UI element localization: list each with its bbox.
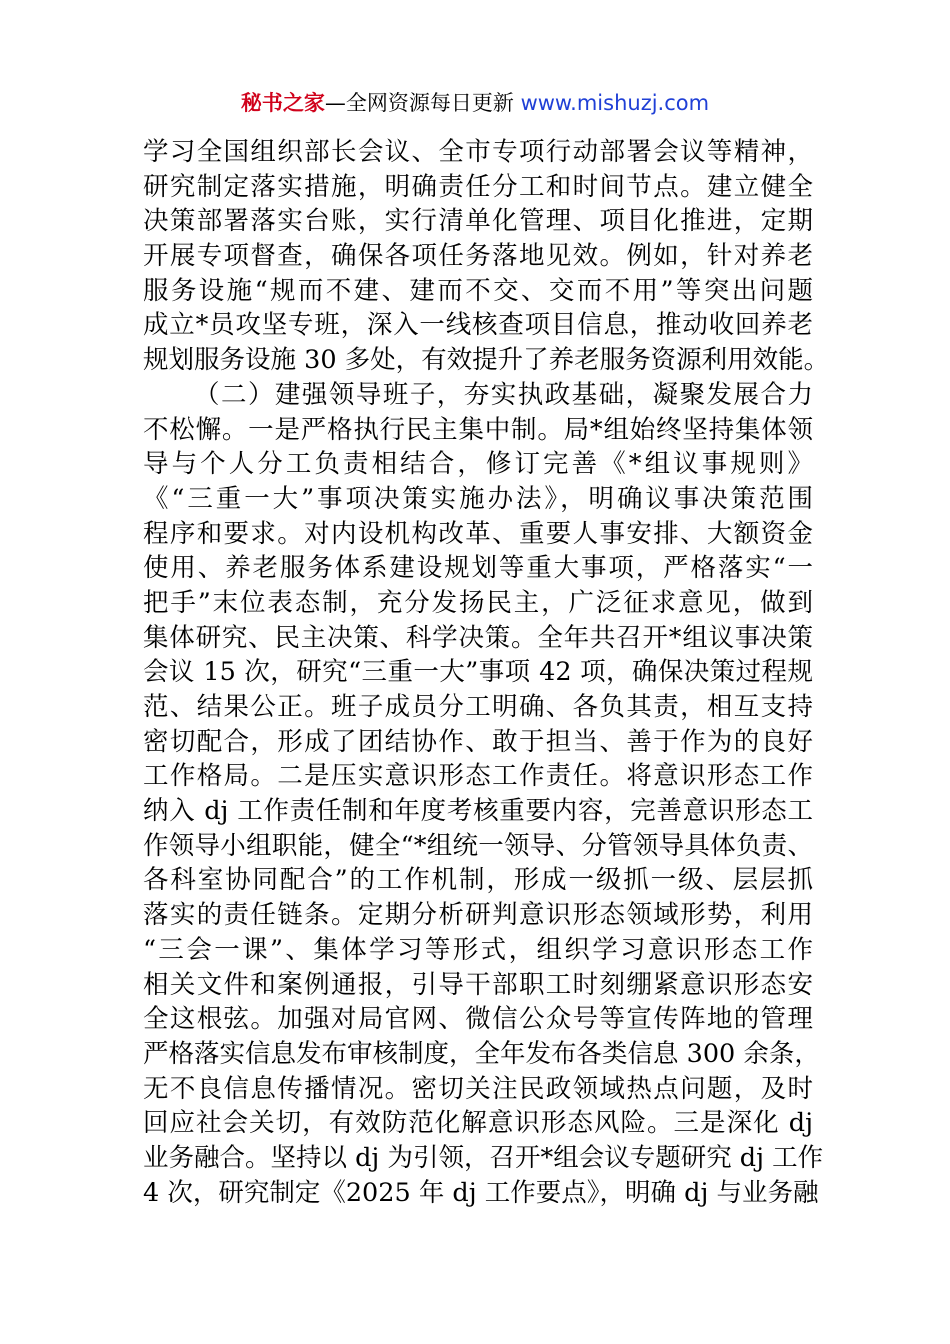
text-line: 密切配合，形成了团结协作、敢于担当、善于作为的良好	[143, 726, 813, 757]
text-line: 决策部署落实台账，实行清单化管理、项目化推进，定期	[143, 206, 813, 237]
text-line: 相关文件和案例通报，引导干部职工时刻绷紧意识形态安	[143, 969, 813, 1000]
text-line: 会议 15 次，研究“三重一大”事项 42 项，确保决策过程规	[143, 657, 813, 688]
text-line: 各科室协同配合”的工作机制，形成一级抓一级、层层抓	[143, 865, 813, 896]
text-line: 落实的责任链条。定期分析研判意识形态领域形势，利用	[143, 900, 813, 931]
text-line: 《“三重一大”事项决策实施办法》，明确议事决策范围	[143, 483, 813, 514]
text-line: 把手”末位表态制，充分发扬民主，广泛征求意见，做到	[143, 587, 813, 618]
site-brand: 秘书之家	[240, 91, 325, 115]
text-line: 服务设施“规而不建、建而不交、交而不用”等突出问题	[143, 275, 813, 306]
text-line: 范、结果公正。班子成员分工明确、各负其责，相互支持	[143, 692, 813, 722]
text-line: 纳入 dj 工作责任制和年度考核重要内容，完善意识形态工	[143, 796, 813, 827]
text-line: 回应社会关切，有效防范化解意识形态风险。三是深化 dj	[143, 1108, 813, 1139]
text-line: 业务融合。坚持以 dj 为引领，召开*组会议专题研究 dj 工作	[143, 1142, 824, 1173]
text-line: 程序和要求。对内设机构改革、重要人事安排、大额资金	[143, 518, 813, 549]
text-line: 工作格局。二是压实意识形态工作责任。将意识形态工作	[143, 761, 813, 792]
section-heading-line: （二）建强领导班子，夯实执政基础，凝聚发展合力	[194, 379, 813, 410]
document-body	[143, 135, 830, 1210]
text-line: “三会一课”、集体学习等形式，组织学习意识形态工作	[143, 934, 813, 965]
text-line: 开展专项督查，确保各项任务落地见效。例如，针对养老	[143, 241, 813, 272]
text-line: 作领导小组职能，健全“*组统一领导、分管领导具体负责、	[143, 830, 813, 861]
site-header	[0, 88, 950, 118]
text-line: 导与个人分工负责相结合，修订完善《*组议事规则》	[143, 449, 813, 480]
text-line: 4 次，研究制定《2025 年 dj 工作要点》，明确 dj 与业务融	[143, 1177, 819, 1208]
text-line: 全这根弦。加强对局官网、微信公众号等宣传阵地的管理	[143, 1004, 813, 1035]
site-tagline: —全网资源每日更新	[324, 91, 521, 115]
text-line: 规划服务设施 30 多处，有效提升了养老服务资源利用效能。	[143, 345, 830, 376]
text-line: 研究制定落实措施，明确责任分工和时间节点。建立健全	[143, 171, 813, 202]
text-line: 集体研究、民主决策、科学决策。全年共召开*组议事决策	[143, 622, 813, 653]
text-line: 成立*员攻坚专班，深入一线核查项目信息，推动收回养老	[143, 310, 813, 341]
text-line: 使用、养老服务体系建设规划等重大事项，严格落实“一	[143, 553, 813, 584]
text-line: 学习全国组织部长会议、全市专项行动部署会议等精神，	[143, 137, 813, 167]
site-url-link[interactable]: www.mishuzj.com	[520, 91, 710, 115]
text-line: 严格落实信息发布审核制度，全年发布各类信息 300 余条，	[143, 1038, 820, 1069]
text-line: 无不良信息传播情况。密切关注民政领域热点问题，及时	[143, 1073, 813, 1104]
text-line: 不松懈。一是严格执行民主集中制。局*组始终坚持集体领	[143, 414, 813, 445]
